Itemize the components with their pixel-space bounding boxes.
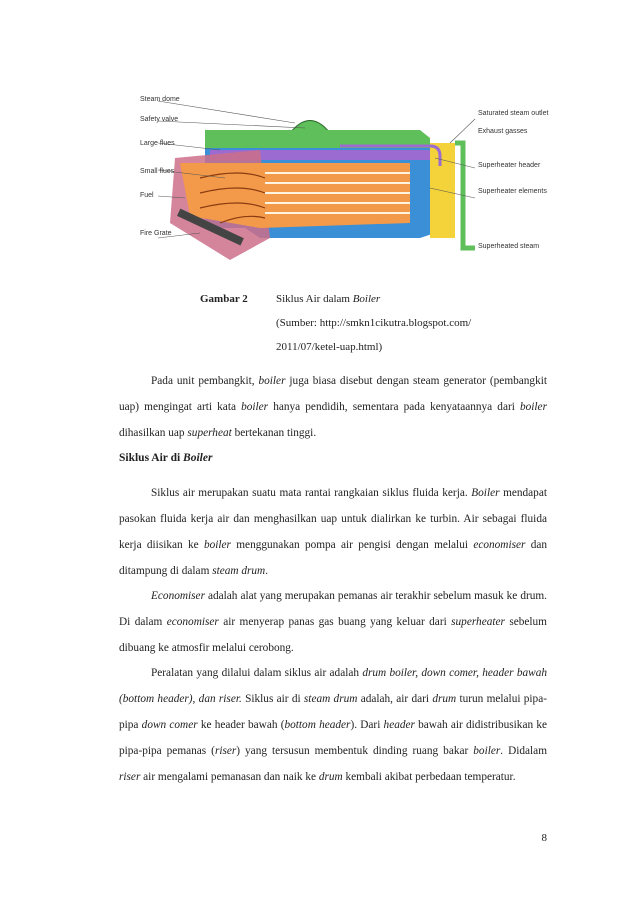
- label-safety-valve: Safety valve: [140, 116, 179, 123]
- label-fire-grate: Fire Grate: [140, 230, 172, 237]
- label-superheated-steam: Superheated steam: [478, 243, 540, 250]
- paragraph-3: Economiser adalah alat yang merupakan pemanas air terakhir sebelum masuk ke drum. Di dalam economiser air menyerap panas gas buang yang keluar dari superheater sebelum dibuang ke atmosfir melalui cerobong.: [119, 590, 547, 654]
- figure-number: Gambar 2: [200, 293, 248, 305]
- section-heading: Siklus Air di Boiler: [119, 452, 213, 464]
- label-exhaust-gasses: Exhaust gasses: [478, 128, 528, 135]
- paragraph-1: Pada unit pembangkit, boiler juga biasa disebut dengan steam generator (pembangkit uap) mengingat arti kata boiler hanya pendidih, sementara pada kenyataannya dari boiler dihasilkan uap superheat bertekanan tinggi.: [119, 375, 547, 439]
- page-number: 8: [541, 832, 547, 844]
- boiler-diagram: [130, 88, 570, 270]
- figure-title: Siklus Air dalam Boiler: [276, 293, 381, 305]
- label-large-flues: Large flues: [140, 140, 175, 147]
- label-steam-dome: Steam dome: [140, 96, 180, 103]
- label-small-flues: Small flues: [140, 168, 175, 175]
- label-saturated-steam-outlet: Saturated steam outlet: [478, 110, 549, 117]
- label-superheater-header: Superheater header: [478, 162, 541, 169]
- paragraph-2: Siklus air merupakan suatu mata rantai rangkaian siklus fluida kerja. Boiler mendapat pasokan fluida kerja air dan menghasilkan uap untuk dialirkan ke turbin. Air sebagai fluida kerja diisikan ke boiler menggunakan pompa air pengisi dengan melalui economiser dan ditampung di dalam steam drum.: [119, 487, 548, 577]
- figure-source-line2: 2011/07/ketel-uap.html): [276, 341, 383, 353]
- label-fuel: Fuel: [140, 192, 154, 199]
- figure-source-line1: (Sumber: http://smkn1cikutra.blogspot.com/: [276, 317, 472, 329]
- label-superheater-elements: Superheater elements: [478, 188, 547, 195]
- paragraph-4: Peralatan yang dilalui dalam siklus air adalah drum boiler, down comer, header bawah (bottom header), dan riser. Siklus air di steam drum adalah, air dari drum turun melalui pipa-pipa down comer ke header bawah (bottom header). Dari header bawah air didistribusikan ke pipa-pipa pemanas (riser) yang tersusun membentuk dinding ruang bakar boiler. Didalam riser air mengalami pemanasan dan naik ke drum kembali akibat perbedaan temperatur.: [119, 667, 547, 783]
